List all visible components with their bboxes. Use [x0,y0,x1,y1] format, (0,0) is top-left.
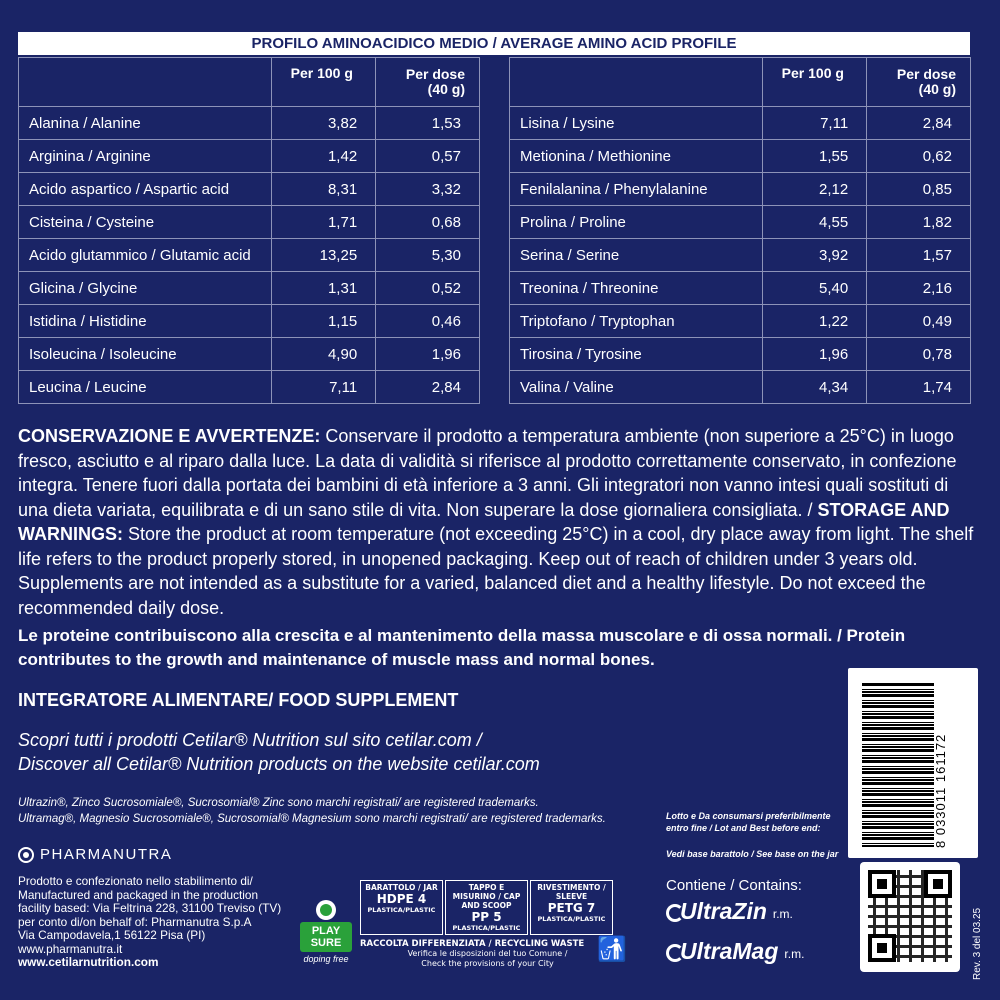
amino-table-right [509,57,971,404]
amino-name: Prolina / Proline [510,206,763,239]
table-row [19,305,480,338]
amino-per100: 3,82 [272,107,376,140]
amino-perdose: 0,78 [867,338,971,371]
producer-website: www.cetilarnutrition.com [18,955,159,969]
trademark-line-1: Ultrazin®, Zinco Sucrosomiale®, Sucrosomial® Zinc sono marchi registrati/ are registered trademarks. [18,797,539,809]
producer-line: facility based: Via Feltrina 228, 31100 Treviso (TV) [18,901,282,915]
amino-perdose: 0,46 [376,305,480,338]
amino-per100: 1,22 [763,305,867,338]
playsure-figure-icon [316,900,336,920]
amino-perdose: 1,57 [867,239,971,272]
amino-perdose: 2,16 [867,272,971,305]
amino-name: Serina / Serine [510,239,763,272]
qr-finder-icon [924,870,952,898]
amino-perdose: 0,68 [376,206,480,239]
amino-per100: 1,42 [272,140,376,173]
trademark-line-2: Ultramag®, Magnesio Sucrosomiale®, Sucrosomial® Magnesium sono marchi registrati/ are registered trademarks. [18,813,606,825]
amino-name: Treonina / Threonine [510,272,763,305]
amino-perdose: 5,30 [376,239,480,272]
barcode-bars-icon [862,682,934,847]
amino-per100: 1,71 [272,206,376,239]
amino-per100: 1,15 [272,305,376,338]
pharmanutra-logo-icon [18,847,34,863]
amino-table-left [18,57,480,404]
recycling-code: HDPE 4 [376,892,427,906]
recycling-code: PETG 7 [547,901,596,915]
table-row [510,173,971,206]
playsure-line-1: PLAY [311,925,341,937]
trash-bin-icon: 🚮 [597,935,627,963]
discover-line-it: Scopri tutti i prodotti Cetilar® Nutrition sul sito cetilar.com / [18,730,482,750]
food-supplement-label: INTEGRATORE ALIMENTARE/ FOOD SUPPLEMENT [18,690,459,710]
ultrazin-rm: r.m. [772,907,793,921]
qr-finder-icon [868,870,896,898]
amino-per100: 1,96 [763,338,867,371]
qr-code[interactable] [860,862,960,972]
table-row [510,371,971,404]
protein-claim: Le proteine contribuiscono alla crescita e al mantenimento della massa muscolare e di ossa normali. / Protein contributes to the growth and maintenance of muscle mass and normal bones. [18,626,906,669]
amino-name: Triptofano / Tryptophan [510,305,763,338]
amino-perdose: 0,62 [867,140,971,173]
recycling-column [445,880,528,935]
recycling-column [530,880,613,935]
pharmanutra-logo [18,846,172,863]
amino-per100: 5,40 [763,272,867,305]
header-empty [19,58,272,107]
amino-perdose: 0,57 [376,140,480,173]
amino-name: Isoleucina / Isoleucine [19,338,272,371]
discover-text [18,728,540,776]
producer-line: Prodotto e confezionato nello stabilimento di/ [18,874,253,888]
amino-name: Metionina / Methionine [510,140,763,173]
amino-perdose: 1,96 [376,338,480,371]
discover-line-en: Discover all Cetilar® Nutrition products on the website cetilar.com [18,754,540,774]
amino-name: Cisteina / Cysteine [19,206,272,239]
ultrazin-name: UltraZin [680,898,767,924]
recycling-note-it: Verifica le disposizioni del tuo Comune / [407,949,568,958]
table-row [510,206,971,239]
table-row [510,272,971,305]
contains-label: Contiene / Contains: [666,877,802,894]
amino-name: Arginina / Arginine [19,140,272,173]
amino-per100: 4,90 [272,338,376,371]
amino-per100: 4,55 [763,206,867,239]
amino-name: Leucina / Leucine [19,371,272,404]
lot-line-2: entro fine / Lot and Best before end: [666,823,821,833]
header-perdose-label: Per dose [405,66,465,82]
recycling-code: PP 5 [471,910,502,924]
amino-name: Glicina / Glycine [19,272,272,305]
header-per100-label: Per 100 g [781,65,844,81]
amino-perdose: 1,53 [376,107,480,140]
lot-info [666,810,846,834]
amino-per100: 3,92 [763,239,867,272]
amino-name: Valina / Valine [510,371,763,404]
amino-per100: 2,12 [763,173,867,206]
amino-per100: 7,11 [272,371,376,404]
table-row [19,107,480,140]
lot-line-1: Lotto e Da consumarsi preferibilmente [666,811,831,821]
revision-label: Rev. 3 del 03.25 [972,907,983,980]
playsure-box [300,922,352,952]
table-row [19,272,480,305]
header-empty [510,58,763,107]
table-row [19,206,480,239]
ultrazin-logo [666,898,793,925]
amino-perdose: 0,49 [867,305,971,338]
storage-en-heading: STORAGE AND WARNINGS: [18,499,950,544]
header-perdose-label: Per dose [896,66,956,82]
amino-name: Tirosina / Tyrosine [510,338,763,371]
amino-perdose: 2,84 [867,107,971,140]
barcode-digits: 8 033011 161172 [933,733,948,848]
trademarks-note [18,795,606,827]
amino-perdose: 0,85 [867,173,971,206]
ultramag-rm: r.m. [784,947,805,961]
recycling-label: BARATTOLO / JAR [365,883,438,892]
playsure-tag: doping free [303,954,349,964]
header-per100 [763,58,867,107]
table-row [510,338,971,371]
table-row [19,338,480,371]
producer-website: www.pharmanutra.it [18,941,123,956]
recycling-columns [360,880,615,935]
header-per100-label: Per 100 g [290,65,353,81]
recycling-material: PLASTICA/PLASTIC [367,906,436,914]
producer-info [18,875,303,970]
barcode [848,668,978,858]
producer-line: Manufactured and packaged in the production [18,887,259,902]
recycling-info [360,880,627,975]
playsure-line-2: SURE [310,937,342,949]
amino-perdose: 2,84 [376,371,480,404]
storage-it-heading: CONSERVAZIONE E AVVERTENZE: [18,426,321,446]
amino-name: Acido glutammico / Glutamic acid [19,239,272,272]
table-row [510,305,971,338]
amino-per100: 1,31 [272,272,376,305]
table-row [510,140,971,173]
playsure-badge [300,900,352,980]
recycling-column [360,880,443,935]
amino-perdose: 0,52 [376,272,480,305]
amino-name: Fenilalanina / Phenylalanine [510,173,763,206]
ultramag-logo [666,938,804,965]
see-base-note: Vedi base barattolo / See base on the jar [666,849,839,859]
amino-perdose: 1,74 [867,371,971,404]
storage-it-text: Conservare il prodotto a temperatura ambiente (non superiore a 25°C) in luogo fresco, asciutto e al riparo dalla luce. La data di validità si riferisce al prodotto correttamente conservato, in confezione integra. Tenere fuori dalla portata dei bambini di età inferiore a 3 anni. Gli integratori non vanno intesi quali sostituti di una dieta variata, equilibrata e di un sano stile di vita. Non superare la dose giornaliera consigliata. / [18,426,957,520]
table-row [510,239,971,272]
amino-name: Lisina / Lysine [510,107,763,140]
header-perdose-sub: (40 g) [427,81,465,97]
amino-per100: 13,25 [272,239,376,272]
amino-name: Alanina / Alanine [19,107,272,140]
recycling-material: PLASTICA/PLASTIC [452,924,521,932]
ultramag-name: UltraMag [680,938,779,964]
amino-per100: 1,55 [763,140,867,173]
producer-line: per conto di/on behalf of: Pharmanutra S.p.A [18,914,252,929]
table-row [19,371,480,404]
header-perdose-sub: (40 g) [918,81,956,97]
qr-finder-icon [868,934,896,962]
amino-per100: 8,31 [272,173,376,206]
header-perdose [376,58,480,107]
table-row [19,140,480,173]
pharmanutra-logo-text: PHARMANUTRA [40,846,173,863]
amino-name: Acido aspartico / Aspartic acid [19,173,272,206]
amino-per100: 7,11 [763,107,867,140]
table-header-row [510,58,971,107]
recycling-label: RIVESTIMENTO / SLEEVE [537,883,606,901]
storage-en-text: Store the product at room temperature (not exceeding 25°C) in a cool, dry place away from light. The shelf life refers to the product properly stored, in unopened packaging. Keep out of reach of children under 3 years old. Supplements are not intended as a substitute for a varied, balanced diet and a healthy lifestyle. Do not exceed the recommended daily dose. [18,524,974,618]
recycling-label: TAPPO E MISURINO / CAP AND SCOOP [452,883,521,910]
amino-name: Istidina / Histidine [19,305,272,338]
amino-perdose: 3,32 [376,173,480,206]
amino-per100: 4,34 [763,371,867,404]
table-row [19,173,480,206]
amino-perdose: 1,82 [867,206,971,239]
header-perdose [867,58,971,107]
table-header-row [19,58,480,107]
recycling-note-en: Check the provisions of your City [421,959,554,968]
amino-profile-title: PROFILO AMINOACIDICO MEDIO / AVERAGE AMINO ACID PROFILE [18,32,970,55]
recycling-material: PLASTICA/PLASTIC [537,915,606,923]
storage-warnings [18,424,978,620]
table-row [19,239,480,272]
recycling-waste-title: RACCOLTA DIFFERENZIATA / RECYCLING WASTE [360,939,585,949]
producer-line: Via Campodavela,1 56122 Pisa (PI) [18,928,206,942]
table-row [510,107,971,140]
header-per100 [272,58,376,107]
